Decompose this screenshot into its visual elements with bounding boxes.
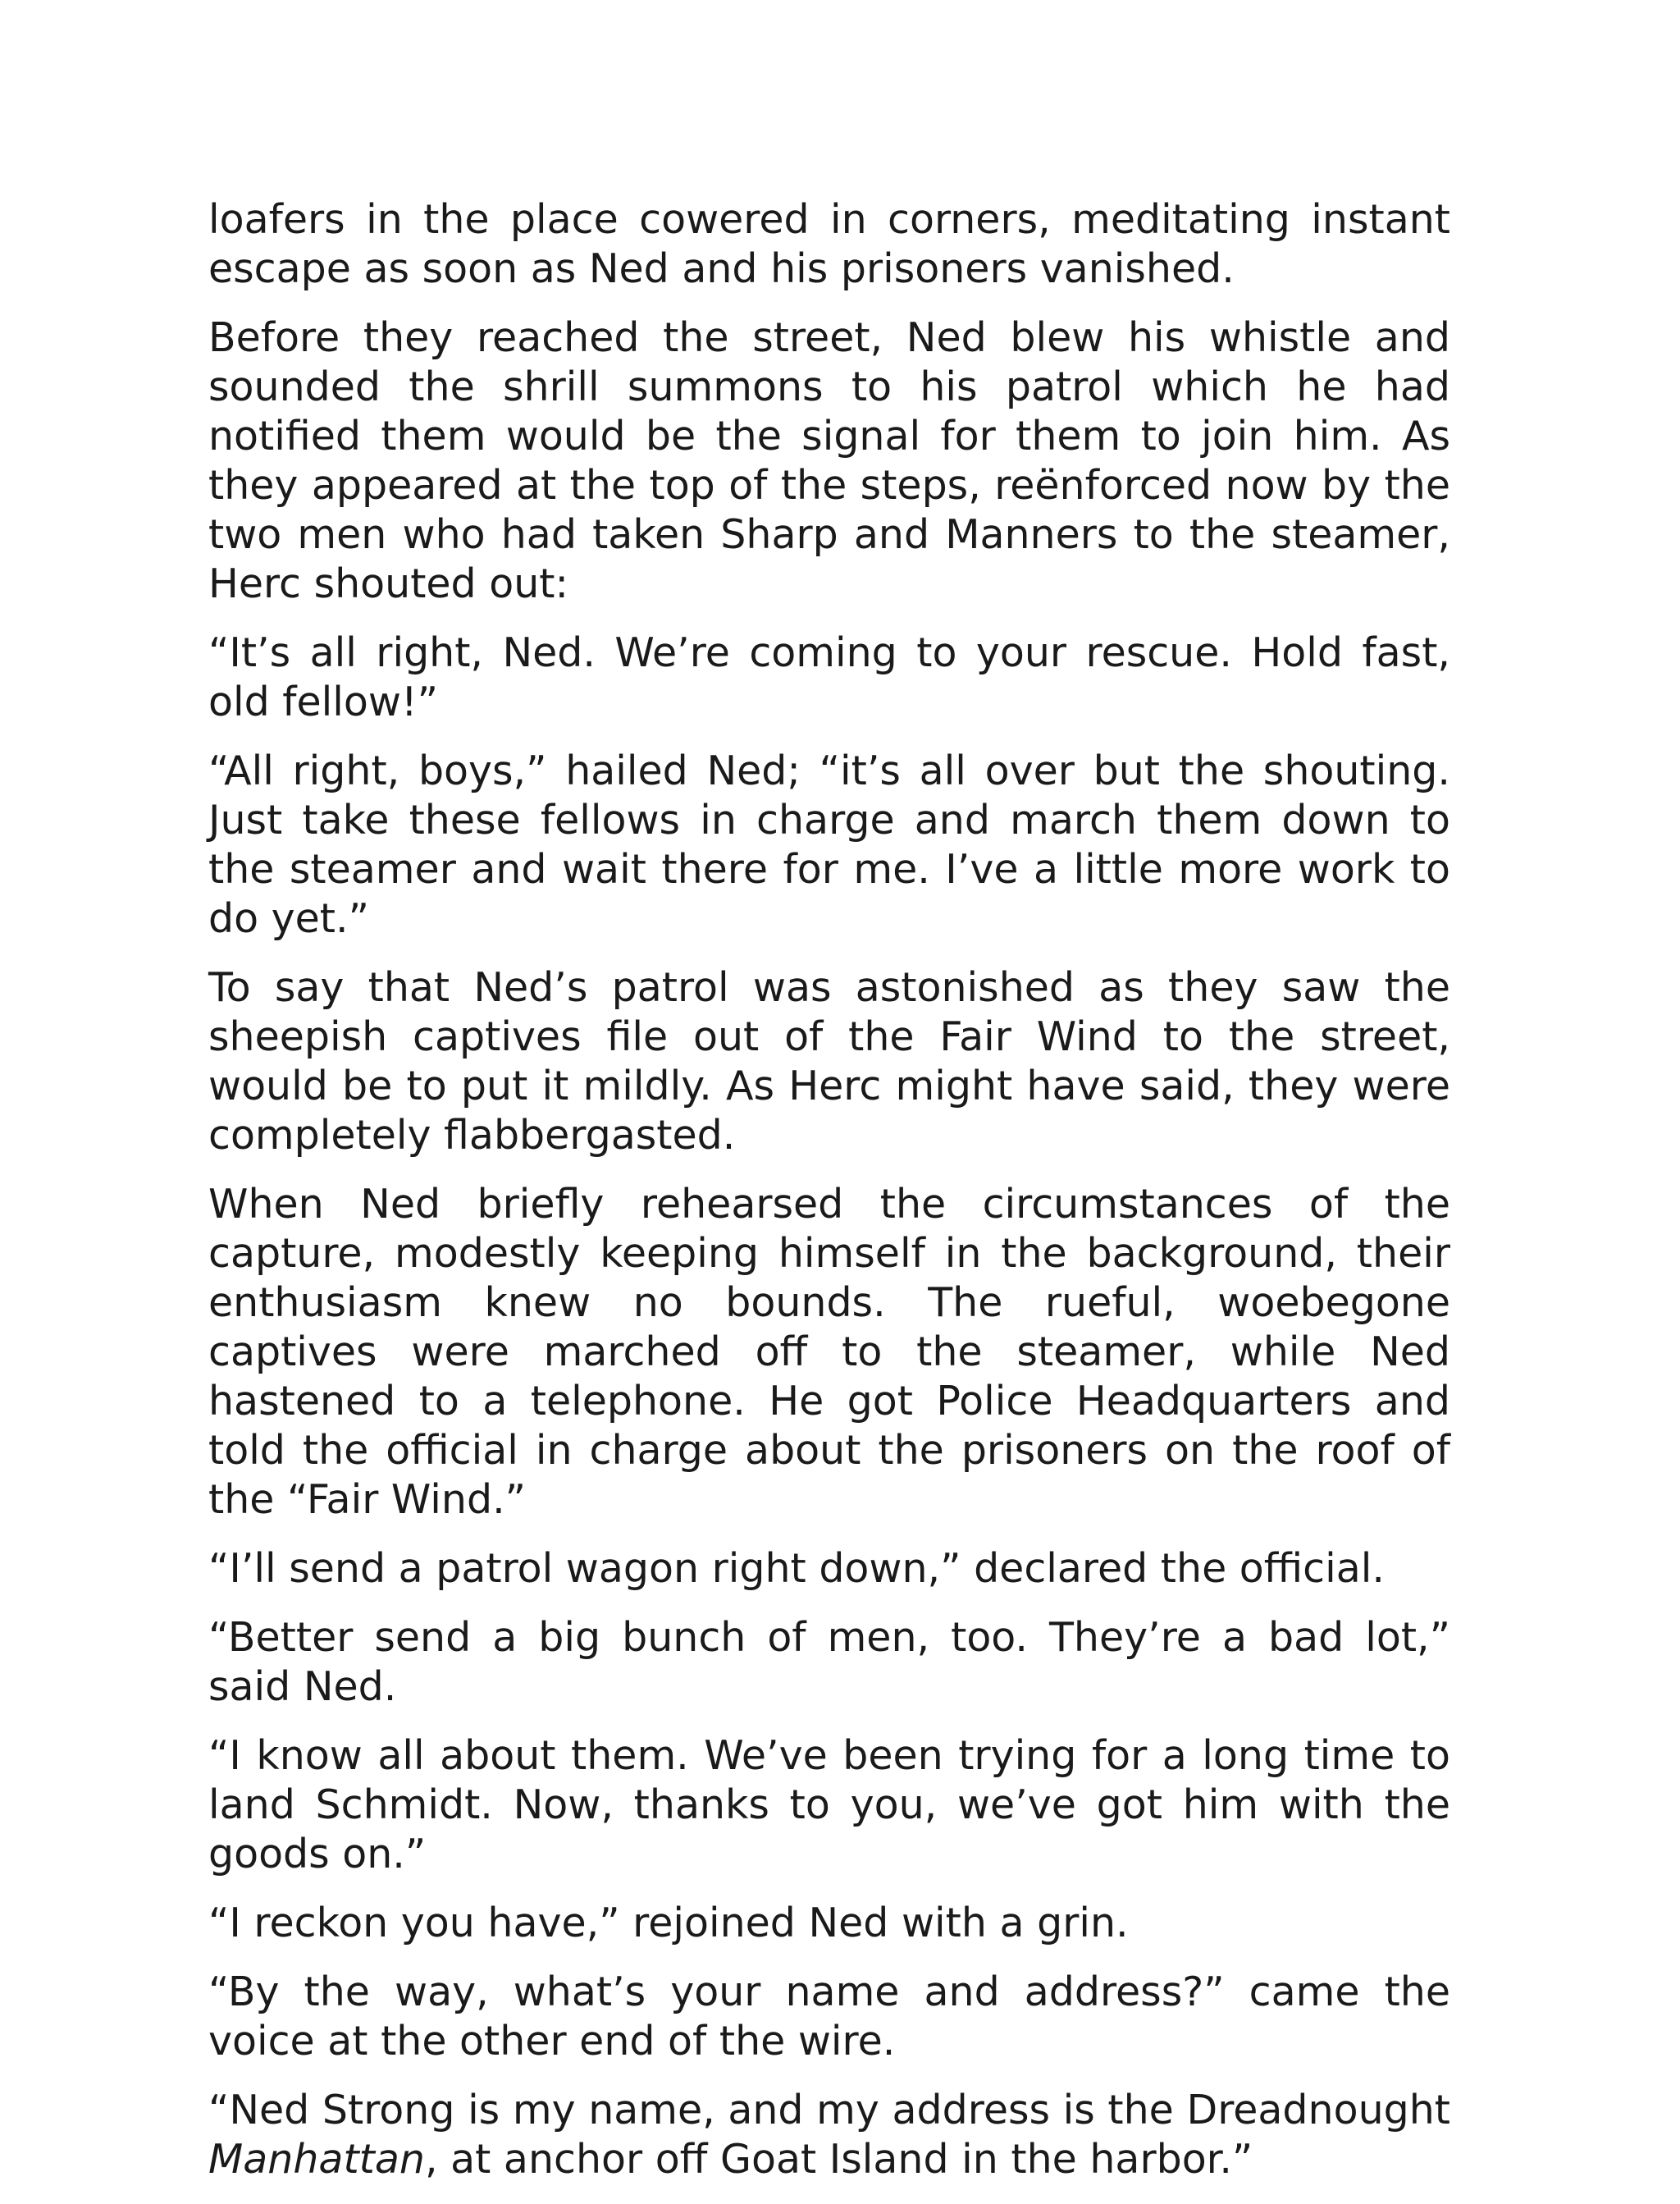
ship-name-italic: Manhattan	[208, 2136, 425, 2183]
paragraph: To say that Ned’s patrol was astonished as they saw the sheepish captives file out of the Fair Wind to the street, would be to put it mildly. As Herc might have said, they were completely flabbergasted.	[208, 964, 1450, 1159]
paragraph: Before they reached the street, Ned blew his whistle and sounded the shrill summons to his patrol which he had notified them would be the signal for them to join him. As they appeared at the top of the steps, reënforced now by the two men who had taken Sharp and Manners to the steamer, Herc shouted out:	[208, 314, 1450, 607]
final-paragraph-text-start: “Ned Strong is my name, and my address is the Dreadnought	[208, 2087, 1450, 2133]
paragraph: “I’ll send a patrol wagon right down,” declared the official.	[208, 1545, 1385, 1592]
document-body	[208, 195, 1450, 2204]
paragraph: “By the way, what’s your name and address?” came the voice at the other end of the wire.	[208, 1969, 1450, 2065]
paragraph: “I reckon you have,” rejoined Ned with a grin.	[208, 1900, 1129, 1946]
paragraph: “All right, boys,” hailed Ned; “it’s all over but the shouting. Just take these fellows in charge and march them down to the steamer and wait there for me. I’ve a little more work to do yet.”	[208, 748, 1450, 942]
paragraph: “It’s all right, Ned. We’re coming to your rescue. Hold fast, old fellow!”	[208, 629, 1450, 725]
paragraph: loafers in the place cowered in corners, meditating instant escape as soon as Ned and his prisoners vanished.	[208, 196, 1450, 292]
paragraph: When Ned briefly rehearsed the circumstances of the capture, modestly keeping himself in the background, their enthusiasm knew no bounds. The rueful, woebegone captives were marched off to the steamer, while Ned hastened to a telephone. He got Police Headquarters and told the official in charge about the prisoners on the roof of the “Fair Wind.”	[208, 1181, 1450, 1523]
final-paragraph	[208, 2086, 1450, 2184]
paragraph: “I know all about them. We’ve been trying for a long time to land Schmidt. Now, thanks to you, we’ve got him with the goods on.”	[208, 1732, 1450, 1877]
final-paragraph-text-end: , at anchor off Goat Island in the harbor.”	[424, 2136, 1253, 2183]
paragraph: “Better send a big bunch of men, too. They’re a bad lot,” said Ned.	[208, 1614, 1450, 1710]
